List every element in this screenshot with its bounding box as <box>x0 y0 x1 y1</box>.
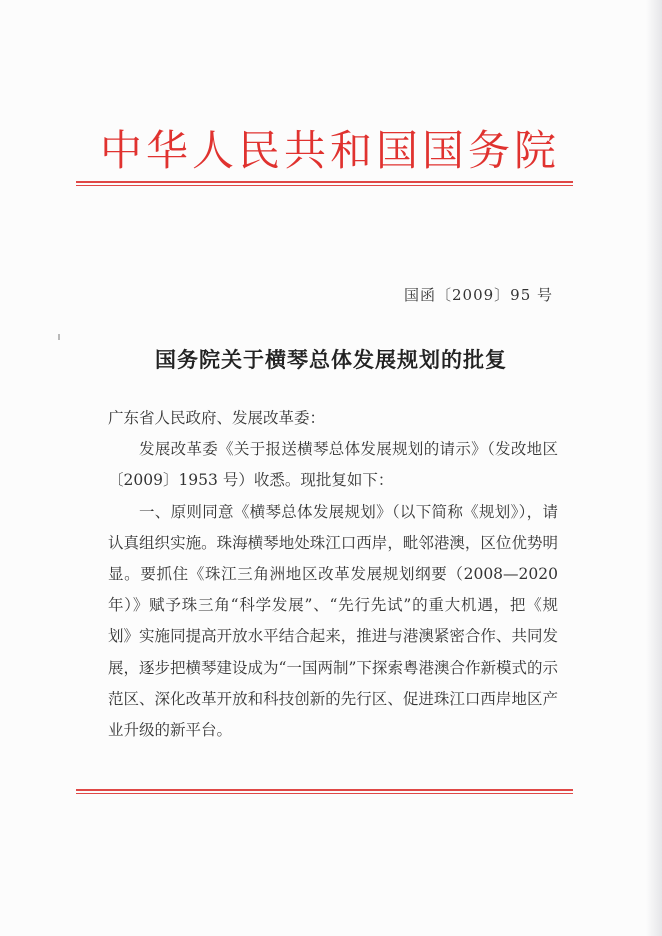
document-title: 国务院关于横琴总体发展规划的批复 <box>155 347 507 372</box>
body-paragraph-1: 发展改革委《关于报送横琴总体发展规划的请示》（发改地区〔2009〕1953 号）收悉。现批复如下： <box>108 440 558 490</box>
scan-mark <box>58 334 60 340</box>
document-body <box>108 403 558 746</box>
footer-red-rule <box>76 789 573 794</box>
document-number: 国函〔2009〕95 号 <box>404 286 554 304</box>
scan-edge-shadow <box>646 0 662 936</box>
addressee: 广东省人民政府、发展改革委： <box>108 409 326 427</box>
issuer-header: 中华人民共和国国务院 <box>99 126 560 175</box>
header-red-rule <box>76 181 573 186</box>
body-paragraph-2: 一、原则同意《横琴总体发展规划》（以下简称《规划》），请认真组织实施。珠海横琴地处珠江口西岸，毗邻港澳，区位优势明显。要抓住《珠江三角洲地区改革发展规划纲要（2008—2020 年）》赋予珠三角“科学发展”、“先行先试”的重大机遇，把《规划》实施同提高开放水平结合起来，推进与港澳紧密合作、共同发展，逐步把横琴建设成为“一国两制”下探索粤港澳合作新模式的示范区、深化改革开放和科技创新的先行区、促进珠江口西岸地区产业升级的新平台。 <box>108 502 558 740</box>
